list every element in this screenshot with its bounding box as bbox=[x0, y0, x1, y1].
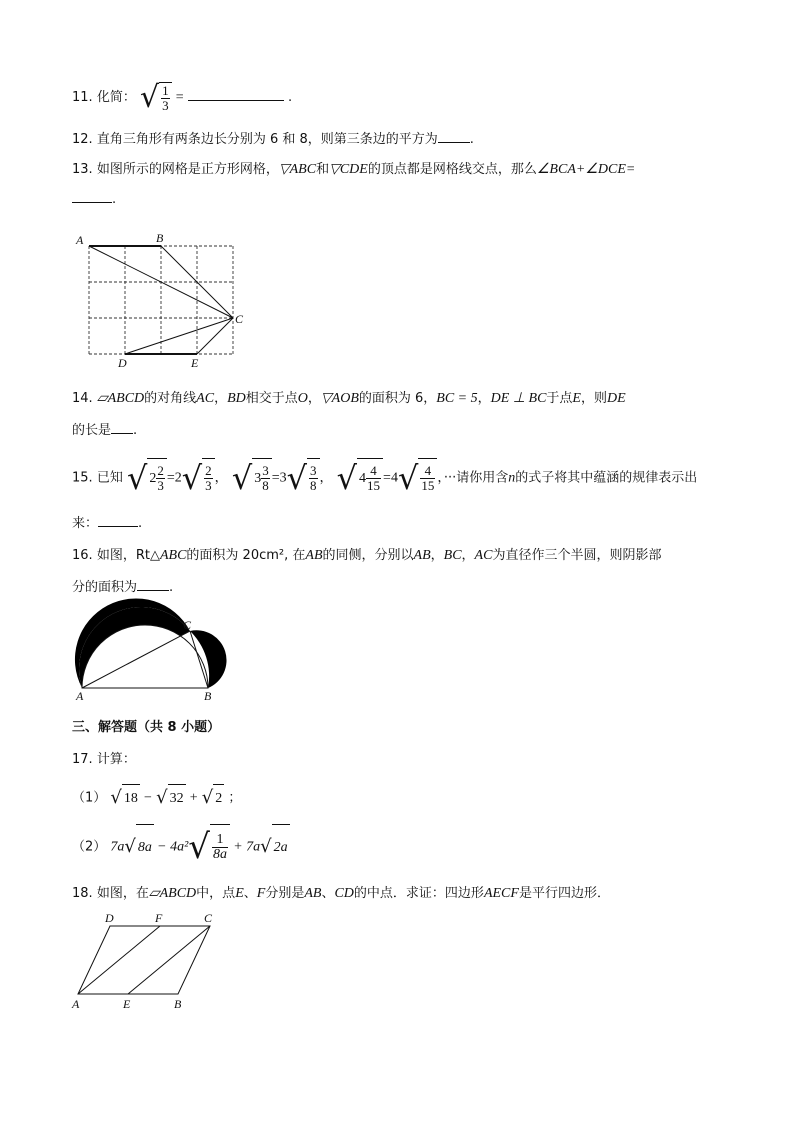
q17-p1-c: 2 bbox=[213, 784, 224, 812]
q15-r1-num: 2 bbox=[157, 463, 164, 478]
q11 bbox=[72, 79, 293, 115]
q17-p1-op2: + bbox=[189, 790, 198, 806]
q14-answer-blank[interactable] bbox=[111, 421, 133, 434]
q18-aecf: AECF bbox=[483, 886, 519, 901]
q18-label-d: D bbox=[105, 911, 114, 925]
q17-p1-label: （1） bbox=[72, 790, 107, 806]
section-3-heading bbox=[72, 718, 220, 738]
q18-label-f: F bbox=[155, 911, 163, 925]
q12 bbox=[72, 130, 474, 150]
q15-radical-1b: √ $\frac{2}{3}$ bbox=[182, 458, 215, 498]
q16 bbox=[72, 546, 661, 566]
q15-line2 bbox=[72, 514, 142, 534]
q14-bd: BD bbox=[227, 391, 246, 406]
q11-text: 化简： bbox=[96, 90, 136, 105]
q15-r3-coef: 4 bbox=[390, 470, 398, 486]
q13-line2 bbox=[72, 190, 116, 210]
q15-r2-whole: 3 bbox=[254, 471, 262, 486]
q13-end: . bbox=[112, 192, 117, 207]
q13-text-3: 的顶点都是网格线交点，那么 bbox=[367, 162, 537, 177]
q11-denominator: 3 bbox=[162, 98, 169, 113]
q17-p1-rad-a: √ 18 bbox=[110, 784, 139, 812]
q14-text-2: 相交于点 bbox=[245, 391, 298, 406]
q15-r1-den: 3 bbox=[157, 478, 164, 493]
q15-r2-den: 8 bbox=[262, 478, 269, 493]
q17-p1-rad-c: √ 2 bbox=[202, 784, 224, 812]
q15-end: . bbox=[138, 516, 143, 531]
q15-eq-1: = bbox=[166, 470, 175, 486]
q18-text-3: 、 bbox=[243, 886, 257, 901]
q18-text-4: 分别是 bbox=[265, 886, 305, 901]
q16-semicircle-figure bbox=[70, 604, 240, 704]
q15-r3b-num: 4 bbox=[420, 464, 435, 479]
q17-p2-rad-3: √ 2a bbox=[260, 824, 289, 870]
q18-parallelogram-figure bbox=[68, 906, 228, 1016]
q15-r2b-den: 8 bbox=[310, 478, 317, 493]
q17-p2-frac-num: 1 bbox=[212, 833, 228, 848]
q16-number: 16. bbox=[72, 548, 93, 563]
q13-text-1: 如图所示的网格是正方形网格， bbox=[96, 162, 279, 177]
q15-number: 15. bbox=[72, 470, 93, 486]
q17-number: 17. bbox=[72, 752, 93, 767]
q16-text-2: 的面积为 20cm², 在 bbox=[186, 548, 306, 563]
q11-numerator: 1 bbox=[162, 83, 169, 98]
q15-r2-num: 3 bbox=[262, 463, 269, 478]
q17-p2-op1: − bbox=[158, 839, 166, 855]
q18-ab: AB bbox=[304, 886, 322, 901]
q18-f: F bbox=[256, 886, 266, 901]
q15-r1-whole: 2 bbox=[149, 471, 157, 486]
q14-number: 14. bbox=[72, 391, 93, 406]
q15-r1b-num: 2 bbox=[205, 463, 212, 478]
q16-ac: AC bbox=[474, 548, 493, 563]
q16-label-a: A bbox=[76, 689, 84, 703]
q18 bbox=[72, 884, 610, 904]
q17-p1-a: 18 bbox=[122, 784, 140, 812]
q14-line2 bbox=[72, 421, 137, 441]
q18-label-a: A bbox=[72, 997, 80, 1011]
q17-p2-frac-den: 8a bbox=[212, 847, 227, 862]
q15-text-2: ，···请你用含 bbox=[437, 470, 509, 486]
q15-r1-coef: 2 bbox=[174, 470, 182, 486]
q17-p2-c2: 4a² bbox=[170, 839, 189, 855]
q17-p2-label: （2） bbox=[72, 839, 107, 855]
q11-equals: = bbox=[175, 90, 184, 105]
q17-p2-r3: 2a bbox=[272, 824, 290, 870]
q14 bbox=[72, 389, 626, 409]
q16-text-7: 分的面积为 bbox=[72, 580, 138, 595]
q17-part1 bbox=[72, 784, 241, 812]
q11-number: 11. bbox=[72, 90, 93, 105]
q13-expression: ∠BCA+∠DCE= bbox=[536, 162, 636, 177]
q14-text-3: ， bbox=[307, 391, 321, 406]
q15-radical-2: √ 3 $\frac{3}{8}$ bbox=[232, 458, 272, 498]
q15-radical-3: √ 4 $\frac{4}{15}$ bbox=[337, 458, 383, 498]
q15-radical-1: √ 2 $\frac{2}{3}$ bbox=[127, 458, 167, 498]
q18-text-1: 如图，在 bbox=[96, 886, 149, 901]
q13-label-b: B bbox=[156, 231, 164, 245]
q17-p1-b: 32 bbox=[168, 784, 186, 812]
q13-text-2: 和 bbox=[316, 162, 330, 177]
q15-r3-num: 4 bbox=[366, 464, 381, 479]
q16-line2 bbox=[72, 578, 173, 598]
q17-part2 bbox=[72, 824, 290, 870]
q17-p2-rad-1: √ 8a bbox=[124, 824, 153, 870]
q12-answer-blank[interactable] bbox=[438, 130, 470, 143]
q16-answer-blank[interactable] bbox=[137, 578, 169, 591]
q17-p1-rad-b: √ 32 bbox=[156, 784, 185, 812]
q15-radical-3b: √ $\frac{4}{15}$ bbox=[398, 458, 437, 498]
q18-text-2: 中，点 bbox=[196, 886, 236, 901]
q15-r3b-den: 15 bbox=[421, 478, 435, 493]
q13-label-d: D bbox=[118, 356, 127, 370]
q14-perp: DE ⊥ BC bbox=[490, 391, 547, 406]
q18-cd: CD bbox=[334, 886, 354, 901]
q15-answer-blank[interactable] bbox=[98, 514, 138, 527]
q18-number: 18. bbox=[72, 886, 93, 901]
q14-aob: ▽AOB bbox=[320, 391, 359, 406]
q17-text: 计算： bbox=[96, 752, 136, 767]
q13-label-c: C bbox=[235, 312, 244, 326]
q16-ab: AB bbox=[305, 548, 323, 563]
q17-p1-op1: − bbox=[144, 790, 152, 806]
q15-r3-whole: 4 bbox=[359, 471, 367, 486]
q18-label-c: C bbox=[204, 911, 213, 925]
q14-ac: AC bbox=[196, 391, 215, 406]
q12-text: 直角三角形有两条边长分别为 6 和 8，则第三条边的平方为 bbox=[96, 132, 438, 147]
q16-end: . bbox=[169, 580, 174, 595]
q15-text-4: 来： bbox=[72, 516, 99, 531]
q13-number: 13. bbox=[72, 162, 93, 177]
q16-text-5: ， bbox=[461, 548, 475, 563]
q18-text-5: 、 bbox=[321, 886, 335, 901]
q16-abc: ABC bbox=[159, 548, 187, 563]
q16-text-6: 为直径作三个半圆，则阴影部 bbox=[492, 548, 662, 563]
q18-text-6: 的中点．求证：四边形 bbox=[353, 886, 484, 901]
q17-p2-c1: 7a bbox=[110, 839, 125, 855]
q13-label-a: A bbox=[76, 233, 84, 247]
q14-text-7: ，则 bbox=[580, 391, 607, 406]
q13-triangle-abc: ▽ABC bbox=[278, 162, 317, 177]
q15-r3-den: 15 bbox=[367, 478, 381, 493]
q11-radical: √ $\frac{1}{3}$ bbox=[140, 82, 172, 113]
q18-parallelogram: ▱ABCD bbox=[148, 886, 197, 901]
q14-bc: BC = 5 bbox=[436, 391, 478, 406]
q14-parallelogram: ▱ABCD bbox=[96, 391, 145, 406]
q18-text-7: 是平行四边形． bbox=[518, 886, 610, 901]
q17-p2-c3: 7a bbox=[246, 839, 261, 855]
q14-end: . bbox=[133, 423, 138, 438]
q13 bbox=[72, 160, 635, 180]
q13-triangle-cde: ▽CDE bbox=[329, 162, 368, 177]
q14-de: DE bbox=[607, 391, 626, 406]
q15-n: n bbox=[508, 470, 516, 486]
q16-label-b: B bbox=[204, 689, 212, 703]
q14-o: O bbox=[297, 391, 308, 406]
q16-text-1: 如图，Rt△ bbox=[96, 548, 160, 563]
q15-r1b-den: 3 bbox=[205, 478, 212, 493]
q12-end: . bbox=[469, 132, 474, 147]
q16-text-4: ， bbox=[430, 548, 444, 563]
q15-radical-2b: √ $\frac{3}{8}$ bbox=[287, 458, 320, 498]
q15-text-1: 已知 bbox=[96, 470, 123, 486]
q14-text-6: 于点 bbox=[546, 391, 573, 406]
q15-eq-3: = bbox=[383, 470, 391, 486]
q13-label-e: E bbox=[191, 356, 199, 370]
q15-eq-2: = bbox=[271, 470, 280, 486]
q17-p2-r1: 8a bbox=[136, 824, 154, 870]
q14-text-8: 的长是 bbox=[72, 423, 112, 438]
q15: 15. 已知 √ 2 $\frac{2}{3}$ =2√ $\frac{2}{3}$ ， √ 3 $\frac{3}{8}$ =3√ $\frac{3}{8}$ ， √ 4 $\frac{4}{15}$ =4√ $\frac{4}{15}$ ，···请你用含n的式子将其中蕴涵的规律表示出 bbox=[72, 459, 698, 497]
q14-text-1: 的对角线 bbox=[144, 391, 197, 406]
q16-ab-2: AB bbox=[413, 548, 431, 563]
q17-p2-op2: + bbox=[234, 839, 243, 855]
section-3-title: 三、解答题（共 8 小题） bbox=[72, 720, 221, 735]
q14-text-5: ， bbox=[477, 391, 491, 406]
q14-comma: ， bbox=[214, 391, 228, 406]
q13-grid-figure bbox=[70, 228, 244, 370]
q11-end: . bbox=[287, 90, 293, 105]
q18-label-b: B bbox=[174, 997, 182, 1011]
q17-p2-rad-2: √ $\frac{1}{8a}$ bbox=[188, 824, 230, 870]
q14-e: E bbox=[572, 391, 581, 406]
q16-label-c: C bbox=[183, 618, 192, 632]
q15-text-3: 的式子将其中蕴涵的规律表示出 bbox=[515, 470, 698, 486]
q13-answer-blank[interactable] bbox=[72, 190, 112, 203]
q16-text-3: 的同侧，分别以 bbox=[322, 548, 414, 563]
q18-label-e: E bbox=[123, 997, 131, 1011]
q11-answer-blank[interactable] bbox=[188, 88, 284, 101]
q14-text-4: 的面积为 6， bbox=[358, 391, 437, 406]
q15-r2b-num: 3 bbox=[310, 463, 317, 478]
q17 bbox=[72, 750, 136, 770]
q12-number: 12. bbox=[72, 132, 93, 147]
q18-e: E bbox=[235, 886, 244, 901]
q15-r2-coef: 3 bbox=[279, 470, 287, 486]
q17-p1-end: ； bbox=[228, 790, 242, 806]
q16-bc: BC bbox=[443, 548, 462, 563]
